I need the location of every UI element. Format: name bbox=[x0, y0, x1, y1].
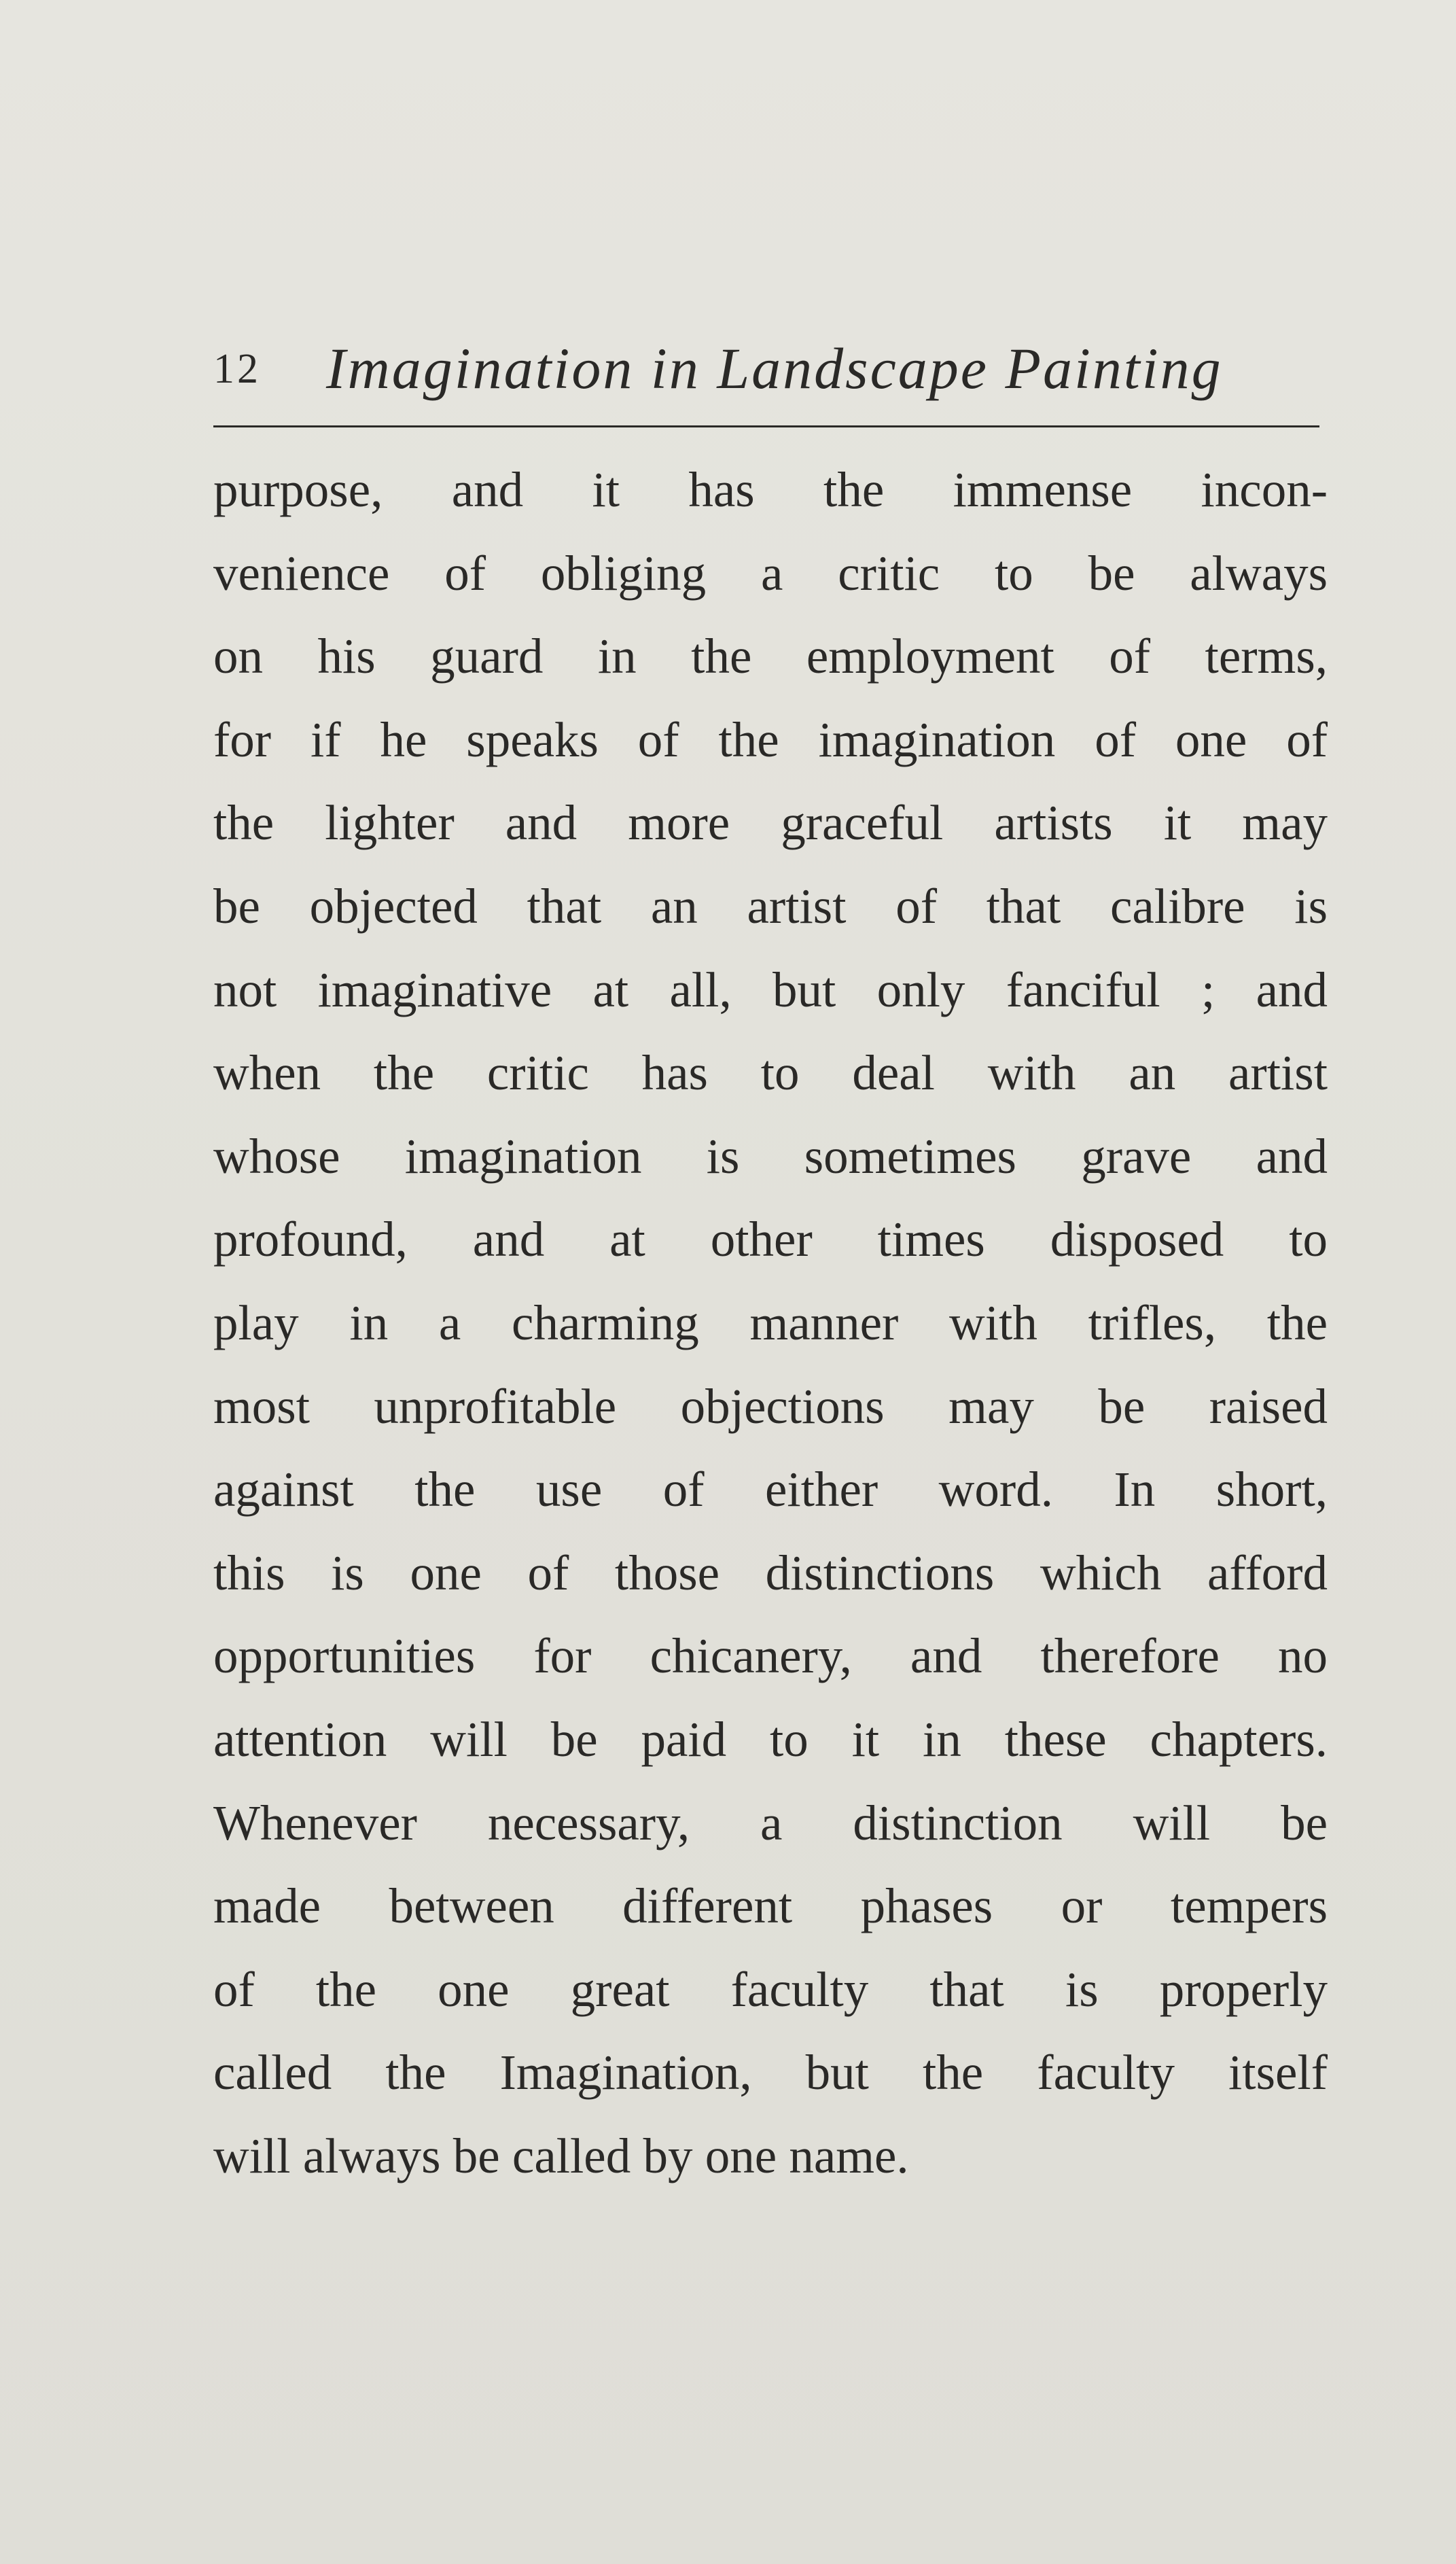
text-line: profound, and at other times disposed to bbox=[213, 1212, 1328, 1267]
text-line: most unprofitable objections may be raised bbox=[213, 1378, 1328, 1434]
text-line: be objected that an artist of that calibre is bbox=[213, 878, 1328, 934]
text-line: opportunities for chicanery, and therefore no bbox=[213, 1628, 1328, 1684]
running-title: Imagination in Landscape Painting bbox=[326, 336, 1223, 401]
text-line: this is one of those distinctions which afford bbox=[213, 1545, 1328, 1600]
text-line-last: will always be called by one name. bbox=[213, 2128, 909, 2183]
text-line: purpose, and it has the immense incon- bbox=[213, 462, 1328, 517]
text-line: Whenever necessary, a distinction will be bbox=[213, 1795, 1328, 1850]
text-line: for if he speaks of the imagination of one of bbox=[213, 712, 1328, 767]
text-line: called the Imagination, but the faculty itself bbox=[213, 2045, 1328, 2101]
page-header bbox=[213, 326, 1319, 401]
text-line: of the one great faculty that is properly bbox=[213, 1961, 1328, 2017]
header-rule bbox=[213, 425, 1319, 427]
text-line: made between different phases or tempers bbox=[213, 1878, 1328, 1934]
text-line: attention will be paid to it in these chapters. bbox=[213, 1711, 1328, 1767]
body-text bbox=[213, 449, 1328, 2198]
text-line: against the use of either word. In short, bbox=[213, 1462, 1328, 1517]
page-number: 12 bbox=[213, 346, 261, 392]
text-line: whose imagination is sometimes grave and bbox=[213, 1128, 1328, 1184]
text-line: not imaginative at all, but only fanciful ; and bbox=[213, 962, 1328, 1017]
text-line: play in a charming manner with trifles, the bbox=[213, 1295, 1328, 1350]
text-line: venience of obliging a critic to be always bbox=[213, 545, 1328, 601]
text-line: the lighter and more graceful artists it may bbox=[213, 795, 1328, 851]
text-line: when the critic has to deal with an artist bbox=[213, 1045, 1328, 1101]
text-line: on his guard in the employment of terms, bbox=[213, 629, 1328, 684]
